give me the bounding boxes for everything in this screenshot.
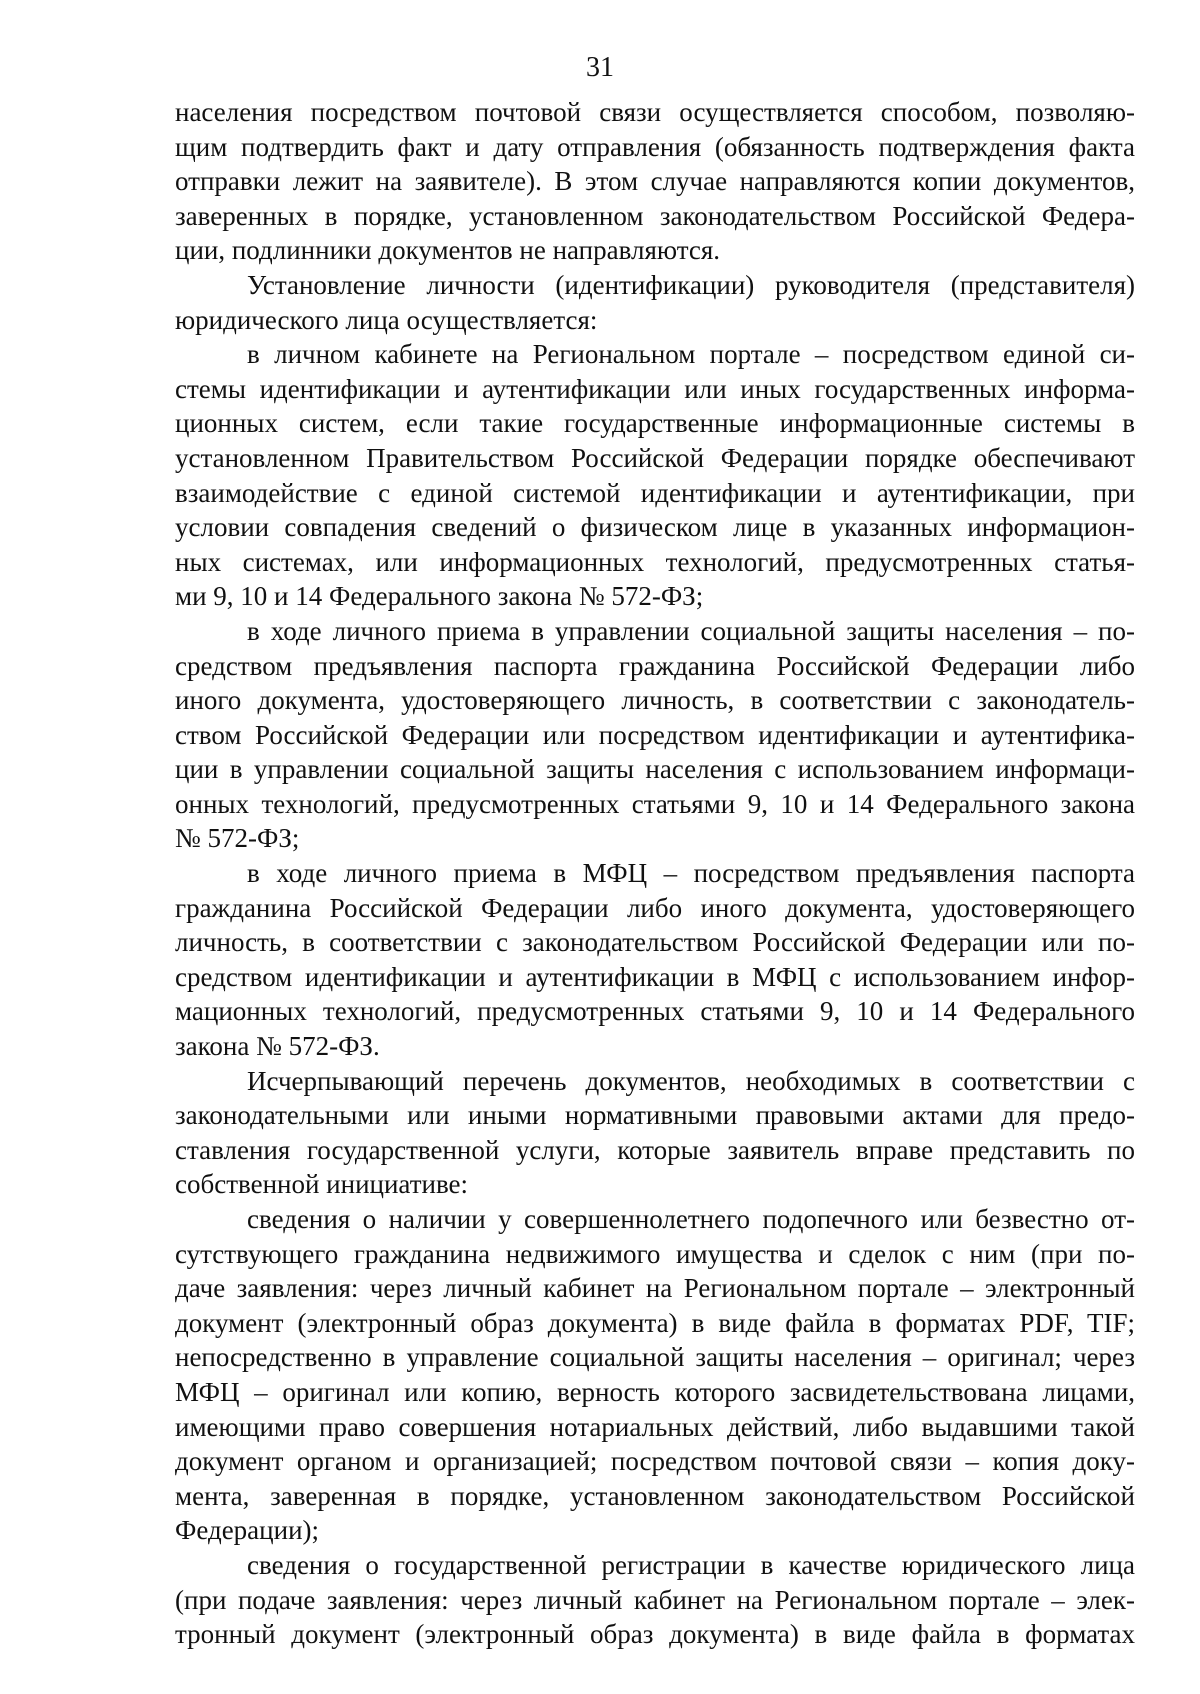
- text-line: в личном кабинете на Региональном портале – посредством единой си-: [247, 339, 1135, 370]
- text-line: (при подаче заявления: через личный кабинет на Региональном портале – элек-: [175, 1584, 1135, 1615]
- text-line: юридического лица осуществляется:: [175, 304, 598, 335]
- page-number: 31: [586, 52, 614, 83]
- text-line: сутствующего гражданина недвижимого имущества и сделок с ним (при по-: [175, 1238, 1135, 1269]
- text-line: населения посредством почтовой связи осуществляется способом, позволяю-: [175, 97, 1135, 127]
- text-line: сведения о наличии у совершеннолетнего подопечного или безвестно от-: [247, 1204, 1135, 1234]
- text-line: ных системах, или информационных технологий, предусмотренных статья-: [175, 546, 1135, 577]
- text-line: средством идентификации и аутентификации в МФЦ с использованием инфор-: [175, 961, 1135, 992]
- text-line: документ (электронный образ документа) в виде файла в форматах PDF, TIF;: [175, 1307, 1135, 1338]
- text-line: гражданина Российской Федерации либо иного документа, удостоверяющего: [175, 892, 1135, 923]
- text-line: заверенных в порядке, установленном законодательством Российской Федера-: [175, 200, 1135, 231]
- text-line: отправки лежит на заявителе). В этом случае направляются копии документов,: [175, 166, 1135, 197]
- document-body: [175, 95, 1135, 1652]
- text-line: ством Российской Федерации или посредством идентификации и аутентифика-: [175, 719, 1135, 750]
- text-line: тронный документ (электронный образ документа) в виде файла в форматах: [175, 1619, 1135, 1650]
- text-line: установленном Правительством Российской Федерации порядке обеспечивают: [175, 442, 1135, 473]
- text-line: ставления государственной услуги, которые заявитель вправе представить по: [175, 1134, 1135, 1165]
- text-line: онных технологий, предусмотренных статьями 9, 10 и 14 Федерального закона: [175, 788, 1135, 819]
- text-line: МФЦ – оригинал или копию, верность которого засвидетельствована лицами,: [175, 1376, 1135, 1407]
- text-line: законодательными или иными нормативными правовыми актами для предо-: [175, 1100, 1135, 1131]
- text-line: имеющими право совершения нотариальных действий, либо выдавшими такой: [175, 1411, 1135, 1442]
- text-line: документ органом и организацией; посредством почтовой связи – копия доку-: [175, 1446, 1135, 1477]
- text-line: закона № 572-ФЗ.: [175, 1031, 380, 1062]
- text-line: условии совпадения сведений о физическом лице в указанных информацион-: [175, 512, 1135, 543]
- text-line: ми 9, 10 и 14 Федерального закона № 572-ФЗ;: [175, 581, 704, 612]
- text-line: Исчерпывающий перечень документов, необходимых в соответствии с: [247, 1065, 1135, 1096]
- text-line: Установление личности (идентификации) руководителя (представителя): [247, 269, 1135, 300]
- text-line: собственной инициативе:: [175, 1169, 469, 1200]
- text-line: щим подтвердить факт и дату отправления (обязанность подтверждения факта: [175, 131, 1135, 162]
- text-line: непосредственно в управление социальной защиты населения – оригинал; через: [175, 1342, 1135, 1373]
- text-line: мента, заверенная в порядке, установленном законодательством Российской: [175, 1480, 1135, 1511]
- text-line: средством предъявления паспорта гражданина Российской Федерации либо: [175, 650, 1135, 681]
- text-line: ционных систем, если такие государственные информационные системы в: [175, 408, 1135, 439]
- text-line: стемы идентификации и аутентификации или иных государственных информа-: [175, 373, 1135, 404]
- text-line: № 572-ФЗ;: [175, 823, 300, 854]
- text-line: Федерации);: [175, 1515, 320, 1546]
- text-line: даче заявления: через личный кабинет на Региональном портале – электронный: [175, 1273, 1135, 1304]
- text-line: сведения о государственной регистрации в качестве юридического лица: [247, 1549, 1135, 1580]
- text-line: мационных технологий, предусмотренных статьями 9, 10 и 14 Федерального: [175, 996, 1135, 1027]
- text-line: ции в управлении социальной защиты населения с использованием информаци-: [175, 754, 1135, 785]
- text-line: личность, в соответствии с законодательством Российской Федерации или по-: [175, 927, 1135, 958]
- text-line: в ходе личного приема в МФЦ – посредством предъявления паспорта: [247, 858, 1135, 889]
- text-line: ции, подлинники документов не направляются.: [175, 235, 720, 266]
- text-line: взаимодействие с единой системой идентификации и аутентификации, при: [175, 477, 1135, 508]
- text-line: иного документа, удостоверяющего личность, в соответствии с законодатель-: [175, 685, 1135, 716]
- text-line: в ходе личного приема в управлении социальной защиты населения – по-: [247, 615, 1135, 646]
